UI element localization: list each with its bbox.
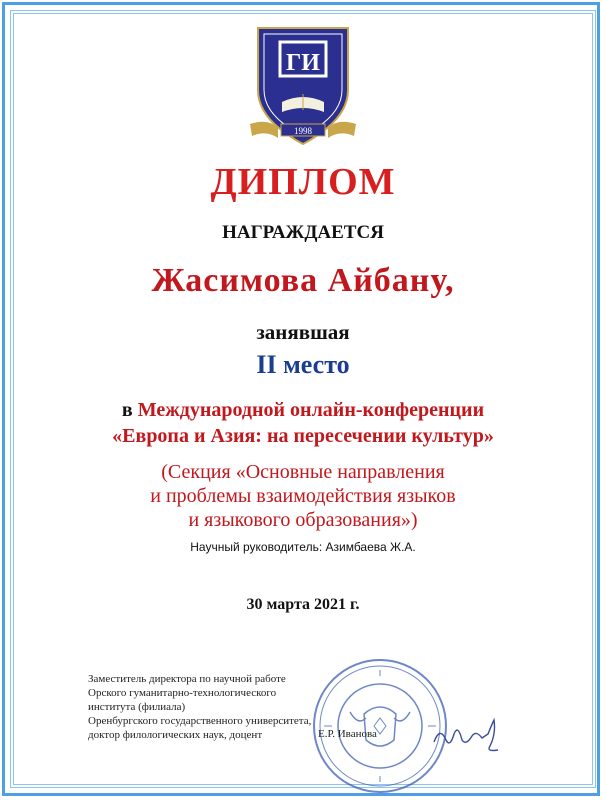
signatory-line-5: доктор филологических наук, доцент bbox=[88, 729, 263, 741]
occupied-label: занявшая bbox=[256, 320, 350, 344]
conference-line-2: «Европа и Азия: на пересечении культур» bbox=[112, 425, 494, 447]
award-date: 30 марта 2021 г. bbox=[246, 596, 360, 613]
signatory-line-4: Оренбургского государственного университета, bbox=[88, 715, 312, 727]
logo-letters: ГИ bbox=[286, 50, 320, 76]
recipient-name: Жасимова Айбану, bbox=[151, 262, 455, 299]
logo-year: 1998 bbox=[294, 126, 312, 136]
section-line-3: и языкового образования») bbox=[188, 509, 418, 531]
place-label: II место bbox=[256, 350, 350, 379]
awarded-label: НАГРАЖДАЕТСЯ bbox=[222, 222, 384, 243]
signatory-line-3: института (филиала) bbox=[88, 701, 186, 713]
advisor-line: Научный руководитель: Азимбаева Ж.А. bbox=[190, 540, 416, 554]
conference-line-1: Международной онлайн-конференции bbox=[137, 399, 485, 421]
signatory-name: Е.Р. Иванова bbox=[318, 728, 377, 740]
signatory-block bbox=[88, 672, 311, 742]
institute-logo bbox=[248, 20, 358, 150]
signatory-line-2: Орского гуманитарно-технологического bbox=[88, 687, 277, 699]
handwritten-signature bbox=[432, 716, 504, 756]
section-block bbox=[0, 460, 606, 532]
conference-block bbox=[0, 397, 606, 449]
section-line-2: и проблемы взаимодействия языков bbox=[150, 485, 456, 507]
signatory-line-1: Заместитель директора по научной работе bbox=[88, 673, 286, 685]
section-line-1: (Секция «Основные направления bbox=[161, 461, 445, 483]
conference-prefix: в bbox=[121, 399, 133, 421]
diploma-title: ДИПЛОМ bbox=[210, 161, 396, 203]
